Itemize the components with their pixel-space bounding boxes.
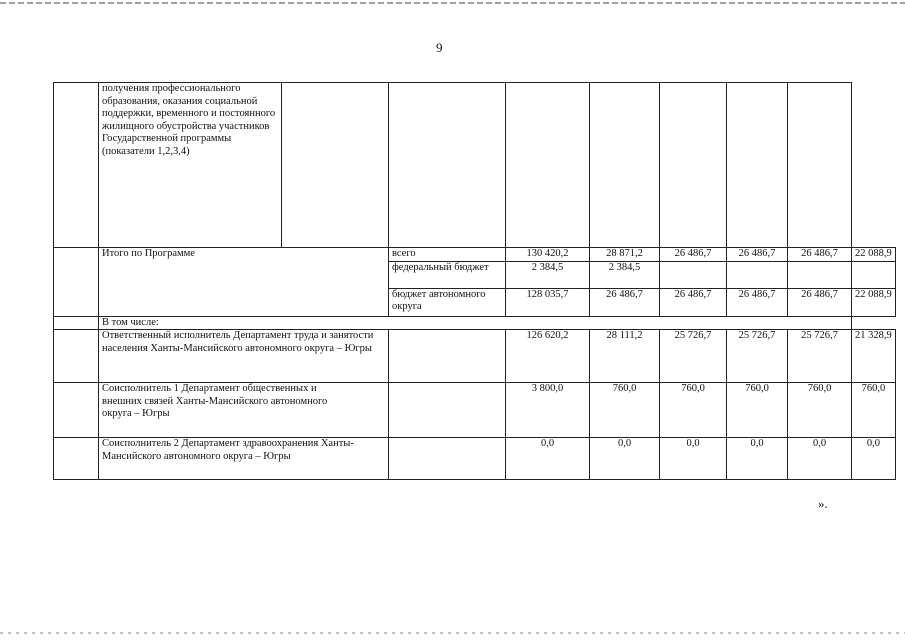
- scan-edge-top: [0, 2, 905, 4]
- scan-edge-bottom: [0, 632, 905, 634]
- table-row-coexecutor-2: [54, 438, 896, 480]
- value-year-3: 26 486,7: [727, 248, 788, 262]
- value-year-1: 0,0: [590, 438, 660, 480]
- program-financing-table: [53, 82, 896, 480]
- cell-executor: [282, 83, 389, 248]
- value-total: 3 800,0: [506, 383, 590, 438]
- cell-source: [389, 383, 506, 438]
- value-year-3: 25 726,7: [727, 330, 788, 383]
- value-year-2: [660, 261, 727, 288]
- value-year-2: 26 486,7: [660, 288, 727, 316]
- coexecutor-1: Соисполнитель 1 Департамент общественных и внешних связей Ханты-Мансийского автономного округа – Югры: [99, 383, 389, 438]
- cell-source: [389, 83, 506, 248]
- table-row-in-that-number: [54, 316, 896, 330]
- value-year-5: 760,0: [852, 383, 896, 438]
- value-total: 130 420,2: [506, 248, 590, 262]
- value-year-3: 0,0: [727, 438, 788, 480]
- cell-value: [727, 83, 788, 248]
- value-year-5: 21 328,9: [852, 330, 896, 383]
- cell-number: [54, 316, 99, 330]
- closing-quote: ».: [818, 496, 828, 511]
- cell-value: [788, 83, 852, 248]
- cell-number: [54, 83, 99, 248]
- cell-number: [54, 383, 99, 438]
- value-total: 2 384,5: [506, 261, 590, 288]
- value-year-5: 22 088,9: [852, 288, 896, 316]
- value-year-4: 26 486,7: [788, 248, 852, 262]
- value-year-3: [727, 261, 788, 288]
- cell-source: [389, 438, 506, 480]
- value-year-5: 22 088,9: [852, 248, 896, 262]
- cell-number: [54, 248, 99, 317]
- table-row-continuation: [54, 83, 896, 248]
- value-year-3: 26 486,7: [727, 288, 788, 316]
- value-year-1: 28 111,2: [590, 330, 660, 383]
- cell-source: [389, 330, 506, 383]
- table-row-coexecutor-1: [54, 383, 896, 438]
- value-total: 0,0: [506, 438, 590, 480]
- value-year-2: 26 486,7: [660, 248, 727, 262]
- event-description: получения профессионального образования, оказания социальной поддержки, временного и постоянного жилищного обустройства участников Государственной программы (показатели 1,2,3,4): [99, 83, 282, 248]
- cell-number: [54, 330, 99, 383]
- value-year-4: [788, 261, 852, 288]
- value-year-1: 760,0: [590, 383, 660, 438]
- value-year-3: 760,0: [727, 383, 788, 438]
- funding-source: всего: [389, 248, 506, 262]
- value-total: 126 620,2: [506, 330, 590, 383]
- value-year-2: 760,0: [660, 383, 727, 438]
- value-year-5: 0,0: [852, 438, 896, 480]
- value-total: 128 035,7: [506, 288, 590, 316]
- value-year-1: 26 486,7: [590, 288, 660, 316]
- funding-source: бюджет автономного округа: [389, 288, 506, 316]
- table-row-executor: [54, 330, 896, 383]
- value-year-1: 2 384,5: [590, 261, 660, 288]
- value-year-1: 28 871,2: [590, 248, 660, 262]
- in-that-number-label: В том числе:: [99, 316, 852, 330]
- page-number: 9: [436, 40, 443, 55]
- executor-responsible: Ответственный исполнитель Департамент труда и занятости населения Ханты-Мансийского автономного округа – Югры: [99, 330, 389, 383]
- cell-value: [660, 83, 727, 248]
- value-year-2: 0,0: [660, 438, 727, 480]
- funding-source: федеральный бюджет: [389, 261, 506, 288]
- table-row-total-all: [54, 248, 896, 262]
- cell-value: [506, 83, 590, 248]
- totals-label: Итого по Программе: [99, 248, 389, 317]
- value-year-5: [852, 261, 896, 288]
- value-year-4: 760,0: [788, 383, 852, 438]
- value-year-4: 26 486,7: [788, 288, 852, 316]
- coexecutor-2: Соисполнитель 2 Департамент здравоохранения Ханты-Мансийского автономного округа – Югры: [99, 438, 389, 480]
- cell-number: [54, 438, 99, 480]
- value-year-4: 0,0: [788, 438, 852, 480]
- value-year-4: 25 726,7: [788, 330, 852, 383]
- cell-value: [590, 83, 660, 248]
- value-year-2: 25 726,7: [660, 330, 727, 383]
